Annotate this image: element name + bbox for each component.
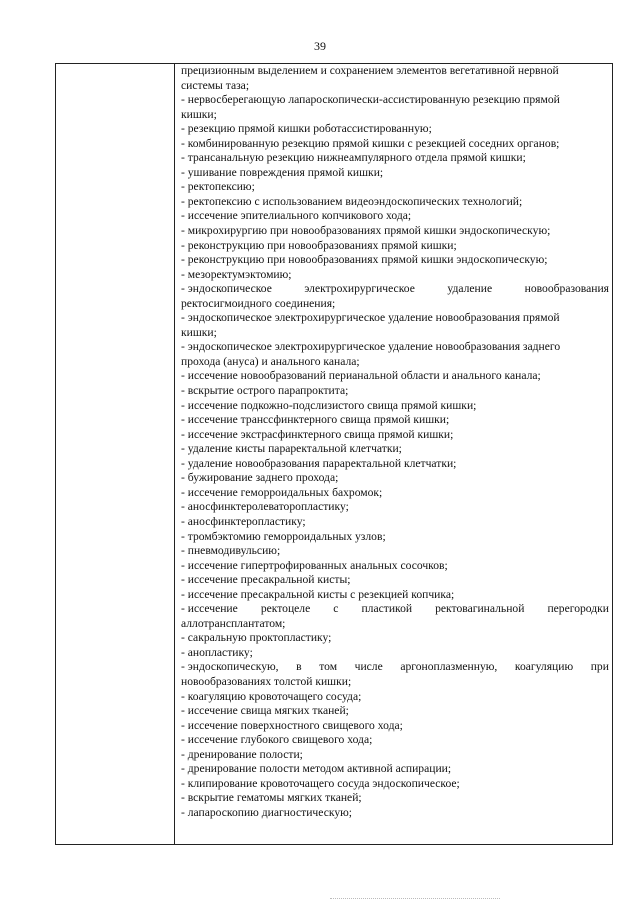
- procedure-line: - коагуляцию кровоточащего сосуда;: [181, 689, 362, 703]
- procedure-word: ректовагинальной: [435, 602, 525, 616]
- procedure-word: - эндоскопическую,: [181, 660, 279, 674]
- procedure-line: - дренирование полости методом активной аспирации;: [181, 762, 452, 776]
- procedure-word: при: [590, 660, 609, 674]
- procedure-line: - комбинированную резекцию прямой кишки с резекцией соседних органов;: [181, 136, 560, 150]
- scan-artifact-line: [330, 898, 500, 901]
- procedure-line: кишки;: [181, 325, 217, 339]
- procedure-line: - иссечение эпителиального копчикового хода;: [181, 209, 412, 223]
- procedure-word: том: [319, 660, 338, 674]
- procedure-line: - дренирование полости;: [181, 747, 303, 761]
- procedure-line: системы таза;: [181, 78, 250, 92]
- procedure-line: прохода (ануса) и анального канала;: [181, 354, 360, 368]
- procedure-line: - тромбэктомию геморроидальных узлов;: [181, 529, 386, 543]
- procedure-word: электрохирургическое: [304, 282, 415, 296]
- procedure-line: - иссечение геморроидальных бахромок;: [181, 485, 383, 499]
- procedure-word: новообразования: [524, 282, 609, 296]
- procedure-line: - иссечение новообразований перианальной области и анального канала;: [181, 369, 541, 383]
- procedure-line: - ушивание повреждения прямой кишки;: [181, 165, 384, 179]
- procedure-word: коагуляцию: [514, 660, 574, 674]
- procedure-word: - иссечение: [181, 602, 238, 616]
- procedure-line: - удаление кисты параректальной клетчатки;: [181, 442, 402, 456]
- procedure-line: - микрохирургию при новообразованиях прямой кишки эндоскопическую;: [181, 224, 551, 238]
- procedure-line: - мезоректумэктомию;: [181, 267, 292, 281]
- procedure-line: - клипирование кровоточащего сосуда эндоскопическое;: [181, 776, 460, 790]
- procedure-line: - удаление новообразования параректальной клетчатки;: [181, 456, 457, 470]
- procedure-word: перегородки: [547, 602, 609, 616]
- procedure-line: - иссечение пресакральной кисты;: [181, 573, 351, 587]
- procedure-word: удаление: [447, 282, 493, 296]
- procedure-word: ректоцеле: [260, 602, 311, 616]
- procedure-line: - иссечение пресакральной кисты с резекцией копчика;: [181, 587, 455, 601]
- empty-left-cell: [56, 64, 175, 844]
- procedure-line: - трансанальную резекцию нижнеампулярного отдела прямой кишки;: [181, 151, 526, 165]
- procedure-line: - анопластику;: [181, 645, 253, 659]
- procedure-line: - вскрытие острого парапроктита;: [181, 384, 349, 398]
- procedure-line: - бужирование заднего прохода;: [181, 471, 339, 485]
- procedure-word: аргоноплазменную,: [400, 660, 498, 674]
- procedure-line: новообразованиях толстой кишки;: [181, 674, 352, 688]
- procedure-line: - лапароскопию диагностическую;: [181, 805, 352, 819]
- procedure-line: - реконструкцию при новообразованиях прямой кишки эндоскопическую;: [181, 253, 548, 267]
- page-number: 39: [314, 39, 326, 53]
- procedure-line: кишки;: [181, 107, 217, 121]
- procedure-line: [181, 282, 609, 297]
- procedure-line: - иссечение транссфинктерного свища прямой кишки;: [181, 413, 450, 427]
- procedure-line: - иссечение поверхностного свищевого хода;: [181, 718, 403, 732]
- procedure-line: - иссечение гипертрофированных анальных сосочков;: [181, 558, 448, 572]
- procedure-line: - эндоскопическое электрохирургическое удаление новообразования заднего: [181, 340, 561, 354]
- procedure-line: ректосигмоидного соединения;: [181, 296, 336, 310]
- procedure-line: [181, 660, 609, 675]
- procedure-line: - нервосберегающую лапароскопически-ассистированную резекцию прямой: [181, 93, 560, 107]
- procedure-word: пластикой: [361, 602, 413, 616]
- procedure-word: - эндоскопическое: [181, 282, 272, 296]
- procedure-line: - сакральную проктопластику;: [181, 631, 332, 645]
- procedure-line: [181, 602, 609, 617]
- procedure-line: - ректопексию;: [181, 180, 255, 194]
- procedure-line: - реконструкцию при новообразованиях прямой кишки;: [181, 238, 457, 252]
- procedures-list-cell: [181, 64, 609, 844]
- procedure-line: - аносфинктеролеваторопластику;: [181, 500, 349, 514]
- procedure-word: с: [333, 602, 339, 616]
- procedures-table: [55, 63, 613, 845]
- procedure-line: - вскрытие гематомы мягких тканей;: [181, 791, 362, 805]
- procedure-word: в: [296, 660, 302, 674]
- procedure-line: - аносфинктеропластику;: [181, 514, 306, 528]
- procedure-line: аллотрансплантатом;: [181, 616, 286, 630]
- procedure-line: - иссечение свища мягких тканей;: [181, 704, 349, 718]
- procedure-line: - иссечение экстрасфинктерного свища прямой кишки;: [181, 427, 454, 441]
- procedure-line: - иссечение подкожно-подслизистого свища прямой кишки;: [181, 398, 477, 412]
- procedure-line: - ректопексию с использованием видеоэндоскопических технологий;: [181, 194, 523, 208]
- procedure-line: прецизионным выделением и сохранением элементов вегетативной нервной: [181, 64, 559, 77]
- procedure-line: - резекцию прямой кишки роботассистированную;: [181, 122, 432, 136]
- procedure-line: - пневмодивульсию;: [181, 544, 281, 558]
- procedure-line: - эндоскопическое электрохирургическое удаление новообразования прямой: [181, 311, 560, 325]
- procedure-word: числе: [354, 660, 383, 674]
- procedure-line: - иссечение глубокого свищевого хода;: [181, 733, 373, 747]
